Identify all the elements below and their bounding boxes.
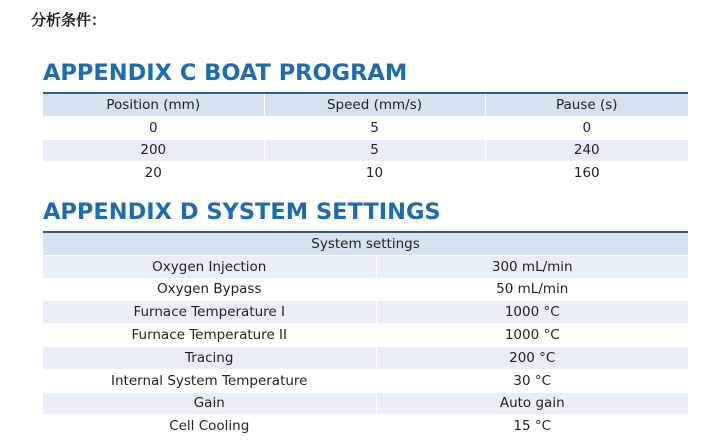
table-row xyxy=(43,324,688,347)
position-cell: 20 xyxy=(43,162,264,185)
speed-cell: 5 xyxy=(264,116,485,139)
table-row xyxy=(43,139,688,162)
setting-label: Furnace Temperature II xyxy=(43,324,376,347)
setting-value: 30 °C xyxy=(376,369,688,392)
appendix-d-title: APPENDIX D SYSTEM SETTINGS xyxy=(43,199,441,225)
table-row xyxy=(43,255,688,278)
system-settings-header: System settings xyxy=(43,232,688,255)
setting-label: Furnace Temperature I xyxy=(43,301,376,324)
table-row xyxy=(43,392,688,415)
intro-heading: 分析条件： xyxy=(31,11,107,29)
setting-value: 200 °C xyxy=(376,346,688,369)
setting-label: Cell Cooling xyxy=(43,415,376,438)
system-settings-table xyxy=(43,231,688,438)
setting-label: Oxygen Bypass xyxy=(43,278,376,301)
pause-cell: 160 xyxy=(485,162,688,185)
position-header: Position (mm) xyxy=(43,93,264,116)
setting-value: Auto gain xyxy=(376,392,688,415)
speed-cell: 5 xyxy=(264,139,485,162)
setting-label: Internal System Temperature xyxy=(43,369,376,392)
position-cell: 200 xyxy=(43,139,264,162)
pause-header: Pause (s) xyxy=(485,93,688,116)
boat-program-table xyxy=(43,92,688,185)
position-cell: 0 xyxy=(43,116,264,139)
setting-value: 300 mL/min xyxy=(376,255,688,278)
setting-value: 15 °C xyxy=(376,415,688,438)
setting-label: Oxygen Injection xyxy=(43,255,376,278)
table-row xyxy=(43,162,688,185)
table-row xyxy=(43,369,688,392)
table-row xyxy=(43,278,688,301)
speed-header: Speed (mm/s) xyxy=(264,93,485,116)
pause-cell: 0 xyxy=(485,116,688,139)
table-row xyxy=(43,415,688,438)
speed-cell: 10 xyxy=(264,162,485,185)
table-row xyxy=(43,116,688,139)
setting-value: 1000 °C xyxy=(376,301,688,324)
table-row xyxy=(43,346,688,369)
table-row xyxy=(43,301,688,324)
setting-value: 50 mL/min xyxy=(376,278,688,301)
appendix-c-title: APPENDIX C BOAT PROGRAM xyxy=(43,60,408,86)
boat-table-header-row xyxy=(43,93,688,116)
setting-label: Gain xyxy=(43,392,376,415)
setting-value: 1000 °C xyxy=(376,324,688,347)
pause-cell: 240 xyxy=(485,139,688,162)
setting-label: Tracing xyxy=(43,346,376,369)
settings-table-header-row xyxy=(43,232,688,255)
